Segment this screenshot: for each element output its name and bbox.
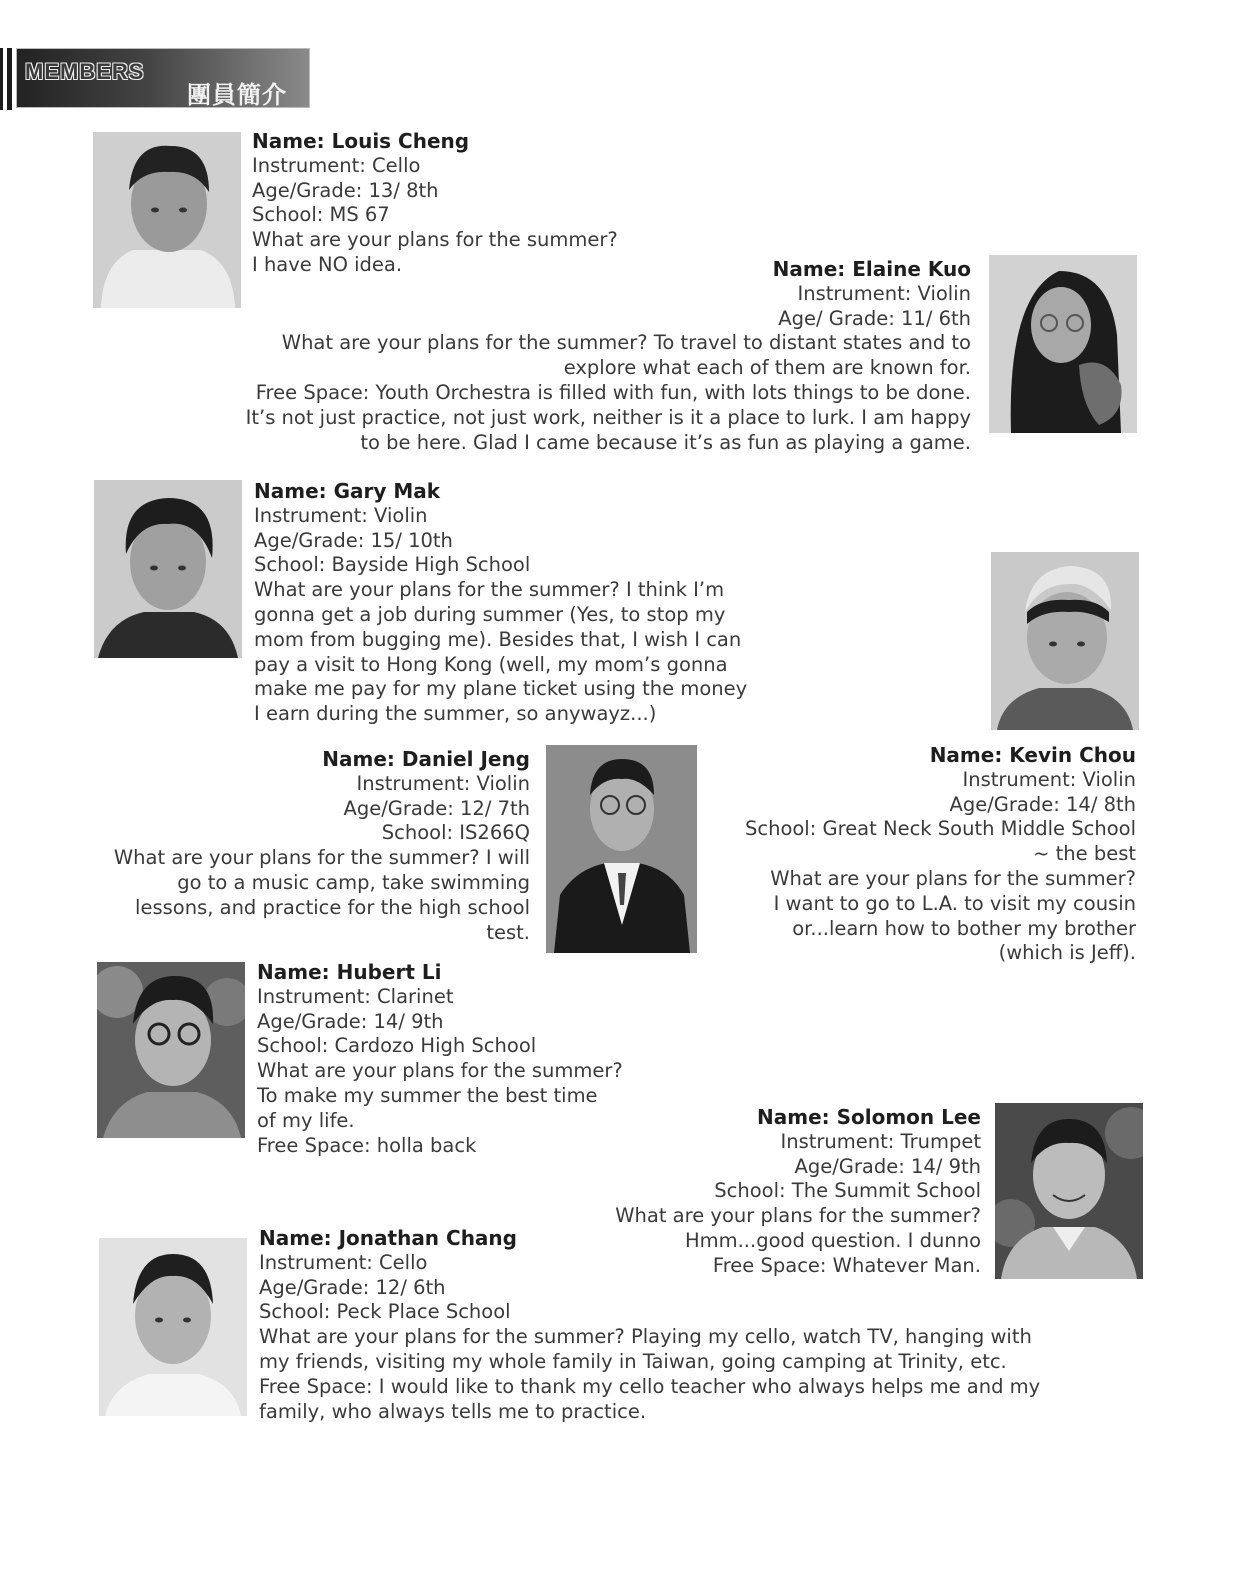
- member-name: Name: Jonathan Chang: [259, 1226, 517, 1250]
- member-entry-daniel-jeng: [80, 747, 530, 945]
- member-name: Name: Elaine Kuo: [772, 257, 971, 281]
- member-text-line: lessons, and practice for the high school: [135, 895, 530, 919]
- photo-kevin-chou: [991, 552, 1139, 730]
- member-text-line: (which is Jeff).: [998, 941, 1136, 965]
- member-text-line: I earn during the summer, so anywayz...): [254, 702, 657, 726]
- header-bar-accent: [7, 48, 12, 110]
- member-school: School: The Summit School: [714, 1179, 981, 1203]
- member-name: Name: Solomon Lee: [757, 1105, 981, 1129]
- member-name: Name: Gary Mak: [254, 479, 441, 503]
- member-text-line: What are your plans for the summer? I will: [113, 846, 530, 870]
- member-text-line: What are your plans for the summer?: [257, 1059, 623, 1083]
- member-text-line: What are your plans for the summer? To travel to distant states and to: [281, 331, 971, 355]
- photo-daniel-jeng: [546, 745, 697, 953]
- member-text-line: pay a visit to Hong Kong (well, my mom’s gonna: [254, 652, 728, 676]
- member-text-line: test.: [486, 920, 530, 944]
- member-age-grade: Age/ Grade: 11/ 6th: [778, 306, 971, 330]
- member-age-grade: Age/Grade: 13/ 8th: [252, 178, 439, 202]
- member-school: School: Great Neck South Middle School: [744, 817, 1136, 841]
- member-text-line: my friends, visiting my whole family in Taiwan, going camping at Trinity, etc.: [259, 1349, 1007, 1373]
- member-text-line: What are your plans for the summer?: [770, 866, 1136, 890]
- photo-jonathan-chang: [99, 1238, 247, 1416]
- member-text-line: Free Space: Youth Orchestra is filled with fun, with lots things to be done.: [255, 380, 971, 404]
- member-name: Name: Hubert Li: [257, 960, 442, 984]
- member-entry-kevin-chou: [700, 743, 1136, 966]
- member-text-line: explore what each of them are known for.: [563, 356, 971, 380]
- member-text-line: Free Space: I would like to thank my cello teacher who always helps me and my: [259, 1374, 1041, 1398]
- member-instrument: Instrument: Clarinet: [257, 984, 454, 1008]
- member-instrument: Instrument: Trumpet: [780, 1129, 981, 1153]
- member-entry-jonathan-chang: [259, 1226, 1139, 1424]
- section-header: [0, 48, 312, 112]
- member-name: Name: Louis Cheng: [252, 129, 470, 153]
- member-instrument: Instrument: Cello: [252, 153, 421, 177]
- member-plans-answer: I have NO idea.: [252, 252, 403, 276]
- member-age-grade: Age/Grade: 14/ 9th: [257, 1009, 444, 1033]
- member-text-line: of my life.: [257, 1108, 355, 1132]
- members-banner: [16, 48, 310, 108]
- member-text-line: What are your plans for the summer?: [615, 1204, 981, 1228]
- banner-title-chinese: 團員簡介: [187, 81, 287, 109]
- member-text-line: It’s not just practice, not just work, neither is it a place to lurk. I am happy: [245, 405, 971, 429]
- member-age-grade: Age/Grade: 14/ 9th: [794, 1154, 981, 1178]
- member-name: Name: Kevin Chou: [929, 743, 1136, 767]
- member-text-line: go to a music camp, take swimming: [177, 870, 530, 894]
- member-name: Name: Daniel Jeng: [322, 747, 530, 771]
- banner-title-english: MEMBERS: [25, 59, 145, 84]
- member-text-line: What are your plans for the summer? I think I’m: [254, 578, 725, 602]
- member-text-line: gonna get a job during summer (Yes, to stop my: [254, 602, 726, 626]
- member-text-line: mom from bugging me). Besides that, I wish I can: [254, 627, 742, 651]
- member-school: School: Bayside High School: [254, 553, 531, 577]
- member-text-line: I want to go to L.A. to visit my cousin: [773, 891, 1136, 915]
- member-text-line: Hmm...good question. I dunno: [684, 1228, 981, 1252]
- member-school: School: Peck Place School: [259, 1300, 511, 1324]
- member-plans-question: What are your plans for the summer?: [252, 228, 618, 252]
- member-text-line: or...learn how to bother my brother: [792, 916, 1136, 940]
- member-text-line: Free Space: Whatever Man.: [712, 1253, 981, 1277]
- member-entry-gary-mak: [254, 479, 794, 727]
- member-school: School: IS266Q: [381, 821, 530, 845]
- member-school: School: MS 67: [252, 203, 390, 227]
- member-instrument: Instrument: Cello: [259, 1250, 428, 1274]
- member-instrument: Instrument: Violin: [254, 503, 428, 527]
- member-text-line: What are your plans for the summer? Playing my cello, watch TV, hanging with: [259, 1325, 1032, 1349]
- member-entry-louis-cheng: [252, 129, 712, 278]
- member-text-line: To make my summer the best time: [257, 1083, 598, 1107]
- member-school: School: Cardozo High School: [257, 1034, 537, 1058]
- member-text-line: make me pay for my plane ticket using the money: [254, 677, 748, 701]
- photo-hubert-li: [97, 962, 245, 1138]
- member-age-grade: Age/Grade: 15/ 10th: [254, 528, 453, 552]
- member-age-grade: Age/Grade: 12/ 6th: [259, 1275, 446, 1299]
- member-text-line: Free Space: holla back: [257, 1133, 477, 1157]
- member-text-line: family, who always tells me to practice.: [259, 1399, 647, 1423]
- member-text-line: to be here. Glad I came because it’s as fun as playing a game.: [360, 430, 971, 454]
- member-text-line: ~ the best: [1033, 842, 1136, 866]
- member-instrument: Instrument: Violin: [797, 281, 971, 305]
- member-instrument: Instrument: Violin: [962, 767, 1136, 791]
- member-age-grade: Age/Grade: 12/ 7th: [343, 796, 530, 820]
- member-instrument: Instrument: Violin: [356, 771, 530, 795]
- member-entry-elaine-kuo: [200, 257, 971, 455]
- photo-gary-mak: [94, 480, 242, 658]
- header-bar-accent: [0, 48, 3, 110]
- photo-elaine-kuo: [989, 255, 1137, 433]
- member-age-grade: Age/Grade: 14/ 8th: [949, 792, 1136, 816]
